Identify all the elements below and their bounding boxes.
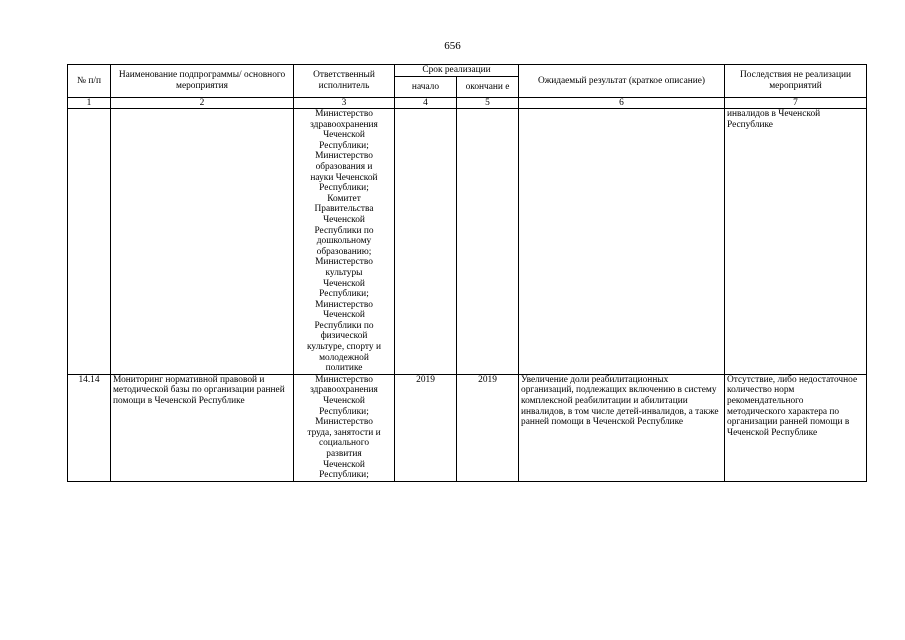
row-end [457, 109, 519, 375]
responsible-line: развития [326, 449, 362, 459]
column-number: 6 [519, 98, 725, 109]
column-number: 5 [457, 98, 519, 109]
row-num: 14.14 [68, 374, 111, 481]
responsible-line: социального [318, 438, 370, 449]
header-responsible: Ответственный исполнитель [294, 65, 395, 98]
row-start: 2019 [395, 374, 457, 481]
responsible-line: физической [320, 331, 368, 342]
responsible-line: здравоохранения [310, 385, 378, 396]
responsible-line: культуре, спорту и [307, 342, 381, 353]
responsible-line: Министерство [315, 257, 373, 268]
page-number: 656 [444, 40, 461, 52]
row-name: Мониторинг нормативной правовой и методической базы по организации ранней помощи в Чеченской Республике [111, 374, 294, 481]
responsible-line: образования и [315, 161, 373, 172]
column-number: 1 [68, 98, 111, 109]
responsible-line: Министерство [315, 374, 373, 385]
row-start [395, 109, 457, 375]
responsible-line: Чеченской [323, 396, 365, 407]
responsible-line: культуры [325, 267, 363, 278]
responsible-line: труда, занятости и [307, 427, 381, 438]
table-row [68, 374, 867, 481]
row-result [519, 109, 725, 375]
responsible-line: Министерство [315, 109, 373, 119]
header-name: Наименование подпрограммы/ основного мероприятия [111, 65, 294, 98]
responsible-line: здравоохранения [310, 119, 378, 130]
column-number: 4 [395, 98, 457, 109]
responsible-line: политике [325, 363, 363, 374]
row-num [68, 109, 111, 375]
responsible-line: Министерство [315, 151, 373, 162]
row-responsible [294, 374, 395, 481]
table-row [68, 109, 867, 375]
row-end: 2019 [457, 374, 519, 481]
responsible-line: науки Чеченской [310, 172, 378, 183]
header-consequences: Последствия не реализации мероприятий [725, 65, 867, 98]
responsible-line: Республики; [319, 183, 369, 194]
responsible-line: Комитет [327, 193, 361, 204]
column-number: 3 [294, 98, 395, 109]
responsible-line: Чеченской [323, 130, 365, 141]
responsible-line: Республики; [319, 406, 369, 417]
header-result: Ожидаемый результат (краткое описание) [519, 65, 725, 98]
responsible-line: Министерство [315, 417, 373, 428]
responsible-line: дошкольному [316, 236, 372, 247]
responsible-line: Республики; [319, 289, 369, 300]
row-consequences: инвалидов в Чеченской Республике [725, 109, 867, 375]
row-consequences: Отсутствие, либо недостаточное количество норм рекомендательного методического характера по организации ранней помощи в Чеченской Республике [725, 374, 867, 481]
header-end: окончани е [457, 77, 519, 98]
responsible-line: Министерство [315, 299, 373, 310]
responsible-line: Республики; [319, 140, 369, 151]
program-table [67, 64, 867, 482]
responsible-line: Чеченской [323, 278, 365, 289]
responsible-line: Республики по [314, 320, 374, 331]
responsible-line: Чеченской [323, 310, 365, 321]
column-number: 7 [725, 98, 867, 109]
column-number: 2 [111, 98, 294, 109]
responsible-line: молодежной [319, 352, 369, 363]
header-start: начало [395, 77, 457, 98]
header-num: № п/п [68, 65, 111, 98]
responsible-line: Республики по [314, 225, 374, 236]
row-result: Увеличение доли реабилитационных организаций, подлежащих включению в систему комплексной реабилитации и абилитации инвалидов, в том числе детей-инвалидов, а также ранней помощи в Чеченской Республике [519, 374, 725, 481]
row-responsible [294, 109, 395, 375]
responsible-line: Чеченской [323, 459, 365, 470]
responsible-line: Республики; [319, 470, 369, 481]
header-period: Срок реализации [395, 65, 519, 77]
column-number-row [68, 98, 867, 109]
responsible-line: образованию; [316, 246, 372, 257]
row-name [111, 109, 294, 375]
responsible-line: Чеченской [323, 214, 365, 225]
responsible-line: Правительства [314, 204, 374, 215]
